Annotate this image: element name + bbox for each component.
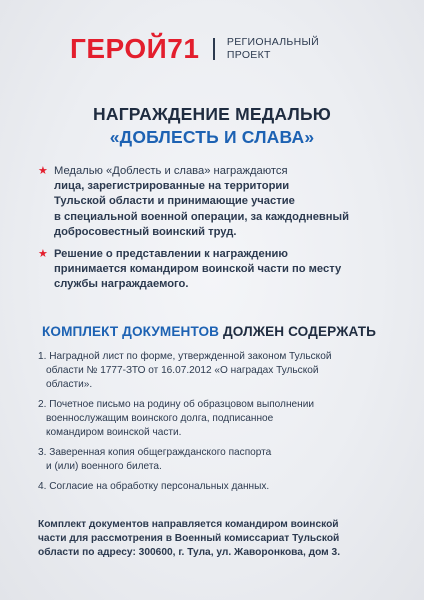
project-subtitle — [227, 36, 319, 62]
footer-line: области по адресу: 300600, г. Тула, ул. Жаворонкова, дом 3. — [38, 547, 341, 559]
list-line: области № 1777-ЗТО от 16.07.2012 «О наградах Тульской — [46, 365, 319, 376]
footer-line: Комплект документов направляется командиром воинской — [38, 519, 339, 530]
documents-heading-rest: ДОЛЖЕН СОДЕРЖАТЬ — [219, 324, 377, 339]
documents-heading-highlight: КОМПЛЕКТ ДОКУМЕНТОВ — [42, 324, 220, 339]
list-line: 3. Заверенная копия общегражданского паспорта — [38, 447, 272, 458]
list-line: 1. Наградной лист по форме, утвержденной законом Тульской — [38, 351, 332, 362]
page-title — [0, 103, 424, 149]
subtitle-line-2: ПРОЕКТ — [226, 49, 271, 61]
documents-heading — [42, 323, 402, 341]
logo-divider — [213, 38, 215, 60]
bullet-line: принимается командиром воинской части по месту — [54, 263, 342, 276]
bullet-line: Медалью «Доблесть и слава» награждаются — [54, 165, 288, 177]
list-item — [38, 398, 398, 440]
header-logo — [70, 35, 319, 63]
list-line: военнослужащим воинского долга, подписанное — [46, 413, 274, 424]
star-icon: ★ — [38, 165, 48, 177]
bullet-line: Решение о представлении к награждению — [54, 248, 288, 261]
title-line-2: «ДОБЛЕСТЬ И СЛАВА» — [109, 127, 315, 147]
list-item — [38, 446, 398, 474]
subtitle-line-1: РЕГИОНАЛЬНЫЙ — [226, 36, 319, 48]
bullet-line: Тульской области и принимающие участие — [54, 195, 295, 208]
documents-list — [38, 350, 398, 500]
list-line: области». — [46, 379, 93, 390]
bullet-line: службы награждаемого. — [54, 278, 189, 291]
list-line: 2. Почетное письмо на родину об образцовом выполнении — [38, 399, 314, 410]
award-conditions — [38, 164, 398, 300]
list-line: и (или) военного билета. — [46, 461, 162, 472]
list-item — [38, 350, 398, 392]
submission-note — [38, 518, 398, 561]
list-line: 4. Согласие на обработку персональных данных. — [38, 481, 270, 492]
brand-logo-text: ГЕРОЙ71 — [70, 33, 200, 64]
bullet-line: лица, зарегистрированные на территории — [54, 180, 290, 193]
bullet-line: в специальной военной операции, за каждодневный — [54, 210, 349, 223]
bullet-item — [38, 164, 398, 240]
title-line-1: НАГРАЖДЕНИЕ МЕДАЛЬЮ — [93, 104, 331, 124]
list-line: командиром воинской части. — [46, 427, 182, 438]
bullet-text — [54, 247, 398, 293]
bullet-text — [54, 164, 398, 240]
bullet-line: добросовестный воинский труд. — [54, 225, 237, 238]
bullet-item — [38, 247, 398, 293]
star-icon: ★ — [38, 248, 48, 261]
footer-line: части для рассмотрения в Военный комиссариат Тульской — [38, 533, 340, 545]
list-item — [38, 480, 398, 494]
